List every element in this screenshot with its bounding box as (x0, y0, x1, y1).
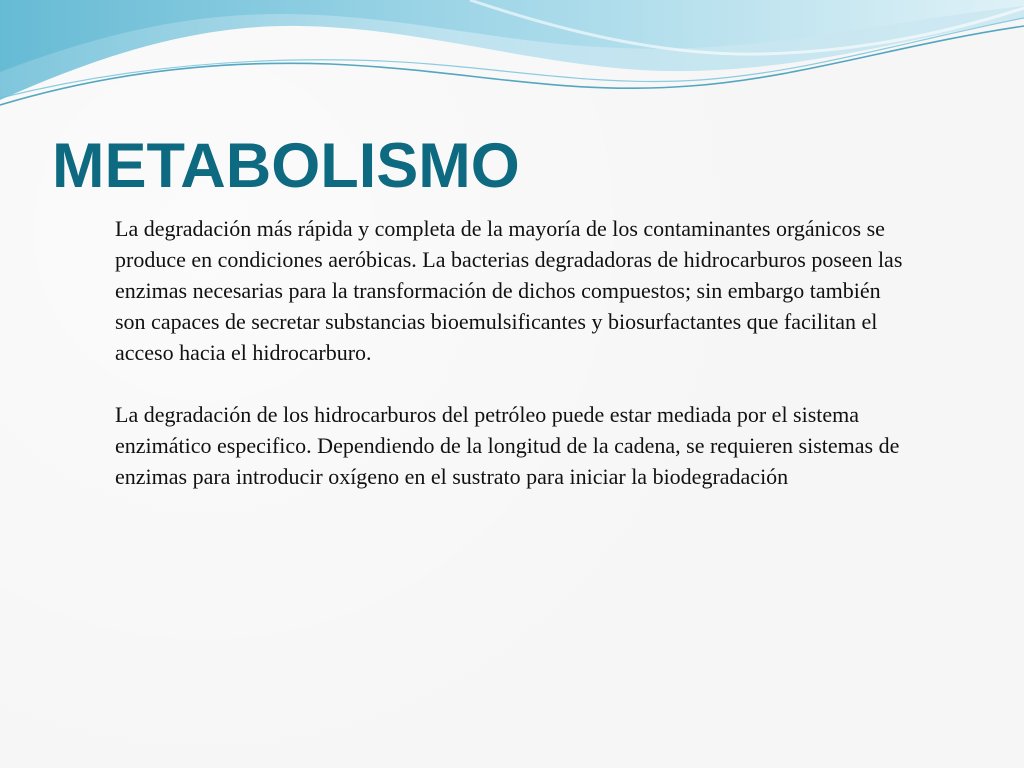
header-wave-decoration (0, 0, 1024, 130)
slide-title: METABOLISMO (52, 131, 520, 201)
paragraph-enzymatic-system: La degradación de los hidrocarburos del petróleo puede estar mediada por el sistema enzimático especifico. Dependiendo de la longitud de la cadena, se requieren sistemas de enzimas para introducir oxígeno en el sustrato para iniciar la biodegradación (115, 402, 900, 489)
slide-body (115, 213, 915, 492)
paragraph-aerobic-degradation: La degradación más rápida y completa de la mayoría de los contaminantes orgánicos se produce en condiciones aeróbicas. La bacterias degradadoras de hidrocarburos poseen las enzimas necesarias para la transformación de dichos compuestos; sin embargo también son capaces de secretar substancias bioemulsificantes y biosurfactantes que facilitan el acceso hacia el hidrocarburo. (115, 216, 903, 365)
